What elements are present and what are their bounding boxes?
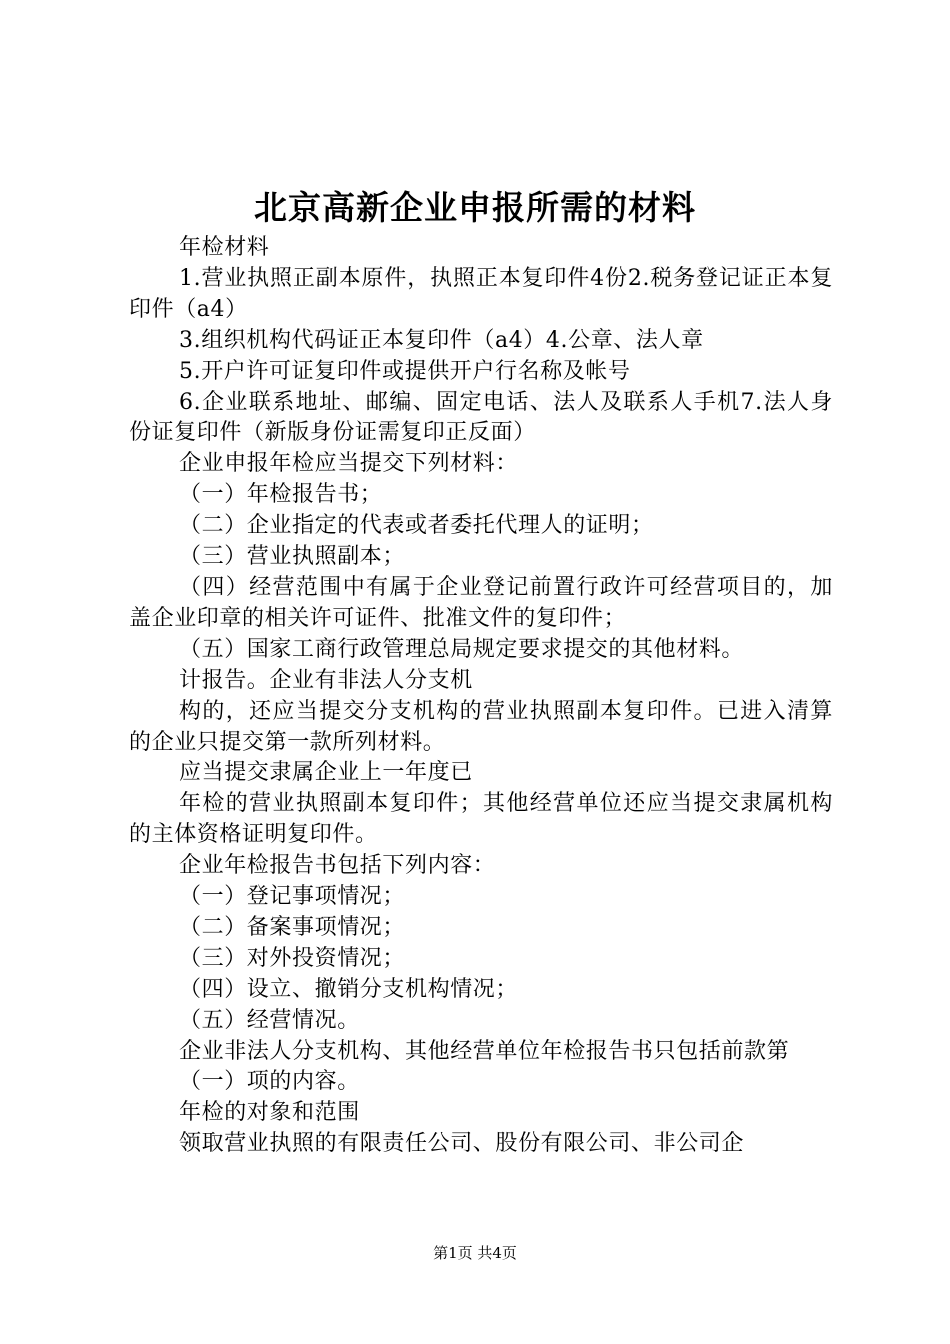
paragraph: 应当提交隶属企业上一年度已 [179, 760, 473, 786]
page-number-footer: 第1页 共4页 [433, 1244, 517, 1262]
paragraph: （一）年检报告书； [179, 482, 383, 508]
paragraph: 1.营业执照正副本原件，执照正本复印件4份2.税务登记证正本复印件（a4） [129, 265, 833, 322]
paragraph: 年检的对象和范围 [179, 1100, 360, 1126]
paragraph: （三）对外投资情况； [179, 945, 406, 971]
paragraph: 企业年检报告书包括下列内容： [179, 853, 496, 879]
paragraph: 企业非法人分支机构、其他经营单位年检报告书只包括前款第 [179, 1038, 790, 1064]
paragraph: （三）营业执照副本； [179, 544, 406, 570]
paragraph: （一）登记事项情况； [179, 884, 406, 910]
paragraph: 6.企业联系地址、邮编、固定电话、法人及联系人手机7.法人身份证复印件（新版身份证需复印正反面） [129, 389, 833, 446]
paragraph: 年检的营业执照副本复印件；其他经营单位还应当提交隶属机构的主体资格证明复印件。 [129, 791, 833, 848]
paragraph: （四）设立、撤销分支机构情况； [179, 976, 519, 1002]
paragraph: （二）企业指定的代表或者委托代理人的证明； [179, 513, 654, 539]
paragraph: （一）项的内容。 [179, 1069, 360, 1095]
paragraph: 领取营业执照的有限责任公司、股份有限公司、非公司企 [179, 1131, 745, 1157]
paragraph: （二）备案事项情况； [179, 914, 406, 940]
document-body [129, 233, 833, 1160]
paragraph: 5.开户许可证复印件或提供开户行名称及帐号 [179, 358, 631, 384]
paragraph: （五）国家工商行政管理总局规定要求提交的其他材料。 [179, 636, 745, 662]
paragraph: 3.组织机构代码证正本复印件（a4）4.公章、法人章 [179, 327, 704, 353]
paragraph: （五）经营情况。 [179, 1007, 360, 1033]
paragraph: （四）经营范围中有属于企业登记前置行政许可经营项目的，加盖企业印章的相关许可证件、批准文件的复印件； [129, 574, 833, 631]
paragraph: 年检材料 [179, 235, 270, 260]
paragraph: 构的，还应当提交分支机构的营业执照副本复印件。已进入清算的企业只提交第一款所列材料。 [129, 698, 833, 755]
paragraph: 企业申报年检应当提交下列材料： [179, 451, 519, 477]
paragraph: 计报告。企业有非法人分支机 [179, 667, 473, 693]
document-title: 北京高新企业申报所需的材料 [254, 188, 696, 227]
